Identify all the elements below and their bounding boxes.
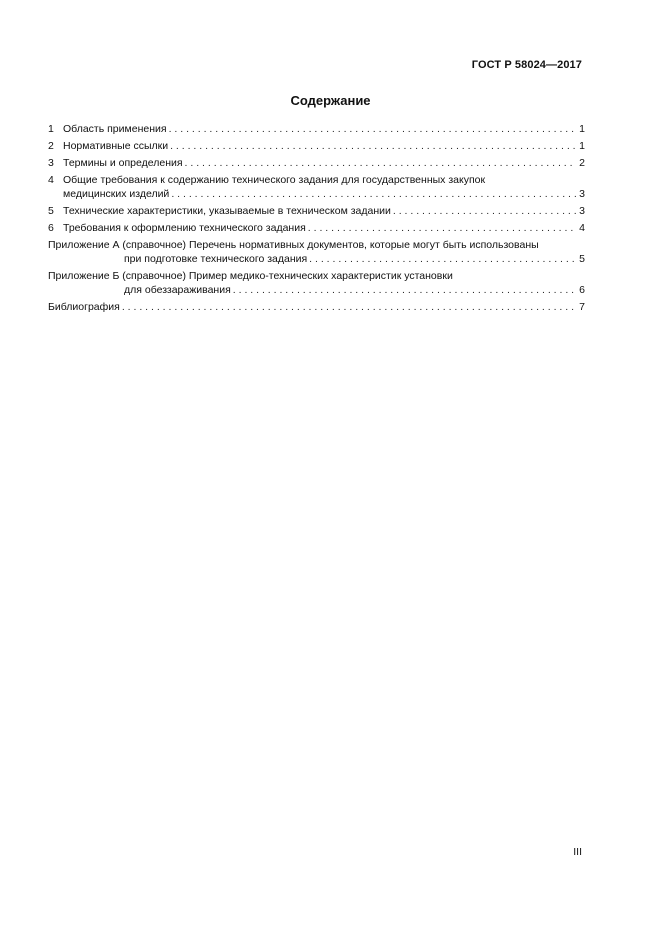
toc-entry-title-line: Приложение А (справочное) Перечень нормативных документов, которые могут быть использованы xyxy=(48,239,539,251)
toc-leader-dots xyxy=(309,252,576,266)
toc-entry-number: 1 xyxy=(48,123,54,135)
toc-entry-number: 4 xyxy=(48,174,54,186)
toc-entry-page: 2 xyxy=(579,157,585,169)
toc-entry-title: Область применения xyxy=(63,123,167,135)
toc-entry-title: Технические характеристики, указываемые в техническом задании xyxy=(63,205,391,217)
toc-entry-appendix-a[interactable] xyxy=(48,238,585,266)
toc-leader-dots xyxy=(122,300,576,314)
page-title: Содержание xyxy=(290,93,371,108)
toc-entry-page: 3 xyxy=(579,205,585,217)
toc-entry-page: 6 xyxy=(579,284,585,296)
toc-entry-title-continuation: медицинских изделий xyxy=(63,188,170,200)
toc-entry-page: 1 xyxy=(579,123,585,135)
toc-entry-title: Библиография xyxy=(48,301,120,313)
toc-entry-1[interactable] xyxy=(48,122,585,136)
toc-entry-appendix-b[interactable] xyxy=(48,269,585,297)
page-number: III xyxy=(573,846,582,858)
toc-entry-page: 5 xyxy=(579,253,585,265)
toc-entry-5[interactable] xyxy=(48,204,585,218)
toc-leader-dots xyxy=(185,156,577,170)
toc-entry-page: 4 xyxy=(579,222,585,234)
toc-entry-bibliography[interactable] xyxy=(48,300,585,314)
toc-entry-number: 2 xyxy=(48,140,54,152)
toc-entry-title: Термины и определения xyxy=(63,157,183,169)
toc-entry-number: 3 xyxy=(48,157,54,169)
standard-designation: ГОСТ Р 58024—2017 xyxy=(471,59,582,71)
toc-entry-page: 3 xyxy=(579,188,585,200)
toc-entry-title: Требования к оформлению технического задания xyxy=(63,222,306,234)
toc-entry-4[interactable] xyxy=(48,173,585,201)
toc-entry-number: 5 xyxy=(48,205,54,217)
toc-leader-dots xyxy=(169,122,577,136)
toc-entry-title-continuation: для обеззараживания xyxy=(124,284,231,296)
toc-entry-title-continuation: при подготовке технического задания xyxy=(124,253,308,265)
toc-entry-6[interactable] xyxy=(48,221,585,235)
toc-entry-2[interactable] xyxy=(48,139,585,153)
toc-entry-page: 7 xyxy=(579,301,585,313)
toc-entry-number: 6 xyxy=(48,222,54,234)
toc-entry-title-line: Приложение Б (справочное) Пример медико-технических характеристик установки xyxy=(48,270,453,282)
toc-leader-dots xyxy=(233,283,576,297)
toc-entry-title: Нормативные ссылки xyxy=(63,140,169,152)
table-of-contents xyxy=(48,122,585,317)
toc-entry-page: 1 xyxy=(579,140,585,152)
toc-leader-dots xyxy=(171,187,576,201)
toc-entry-3[interactable] xyxy=(48,156,585,170)
toc-leader-dots xyxy=(308,221,576,235)
toc-entry-title-line: Общие требования к содержанию технического задания для государственных закупок xyxy=(63,174,486,186)
toc-leader-dots xyxy=(393,204,576,218)
toc-leader-dots xyxy=(170,139,576,153)
